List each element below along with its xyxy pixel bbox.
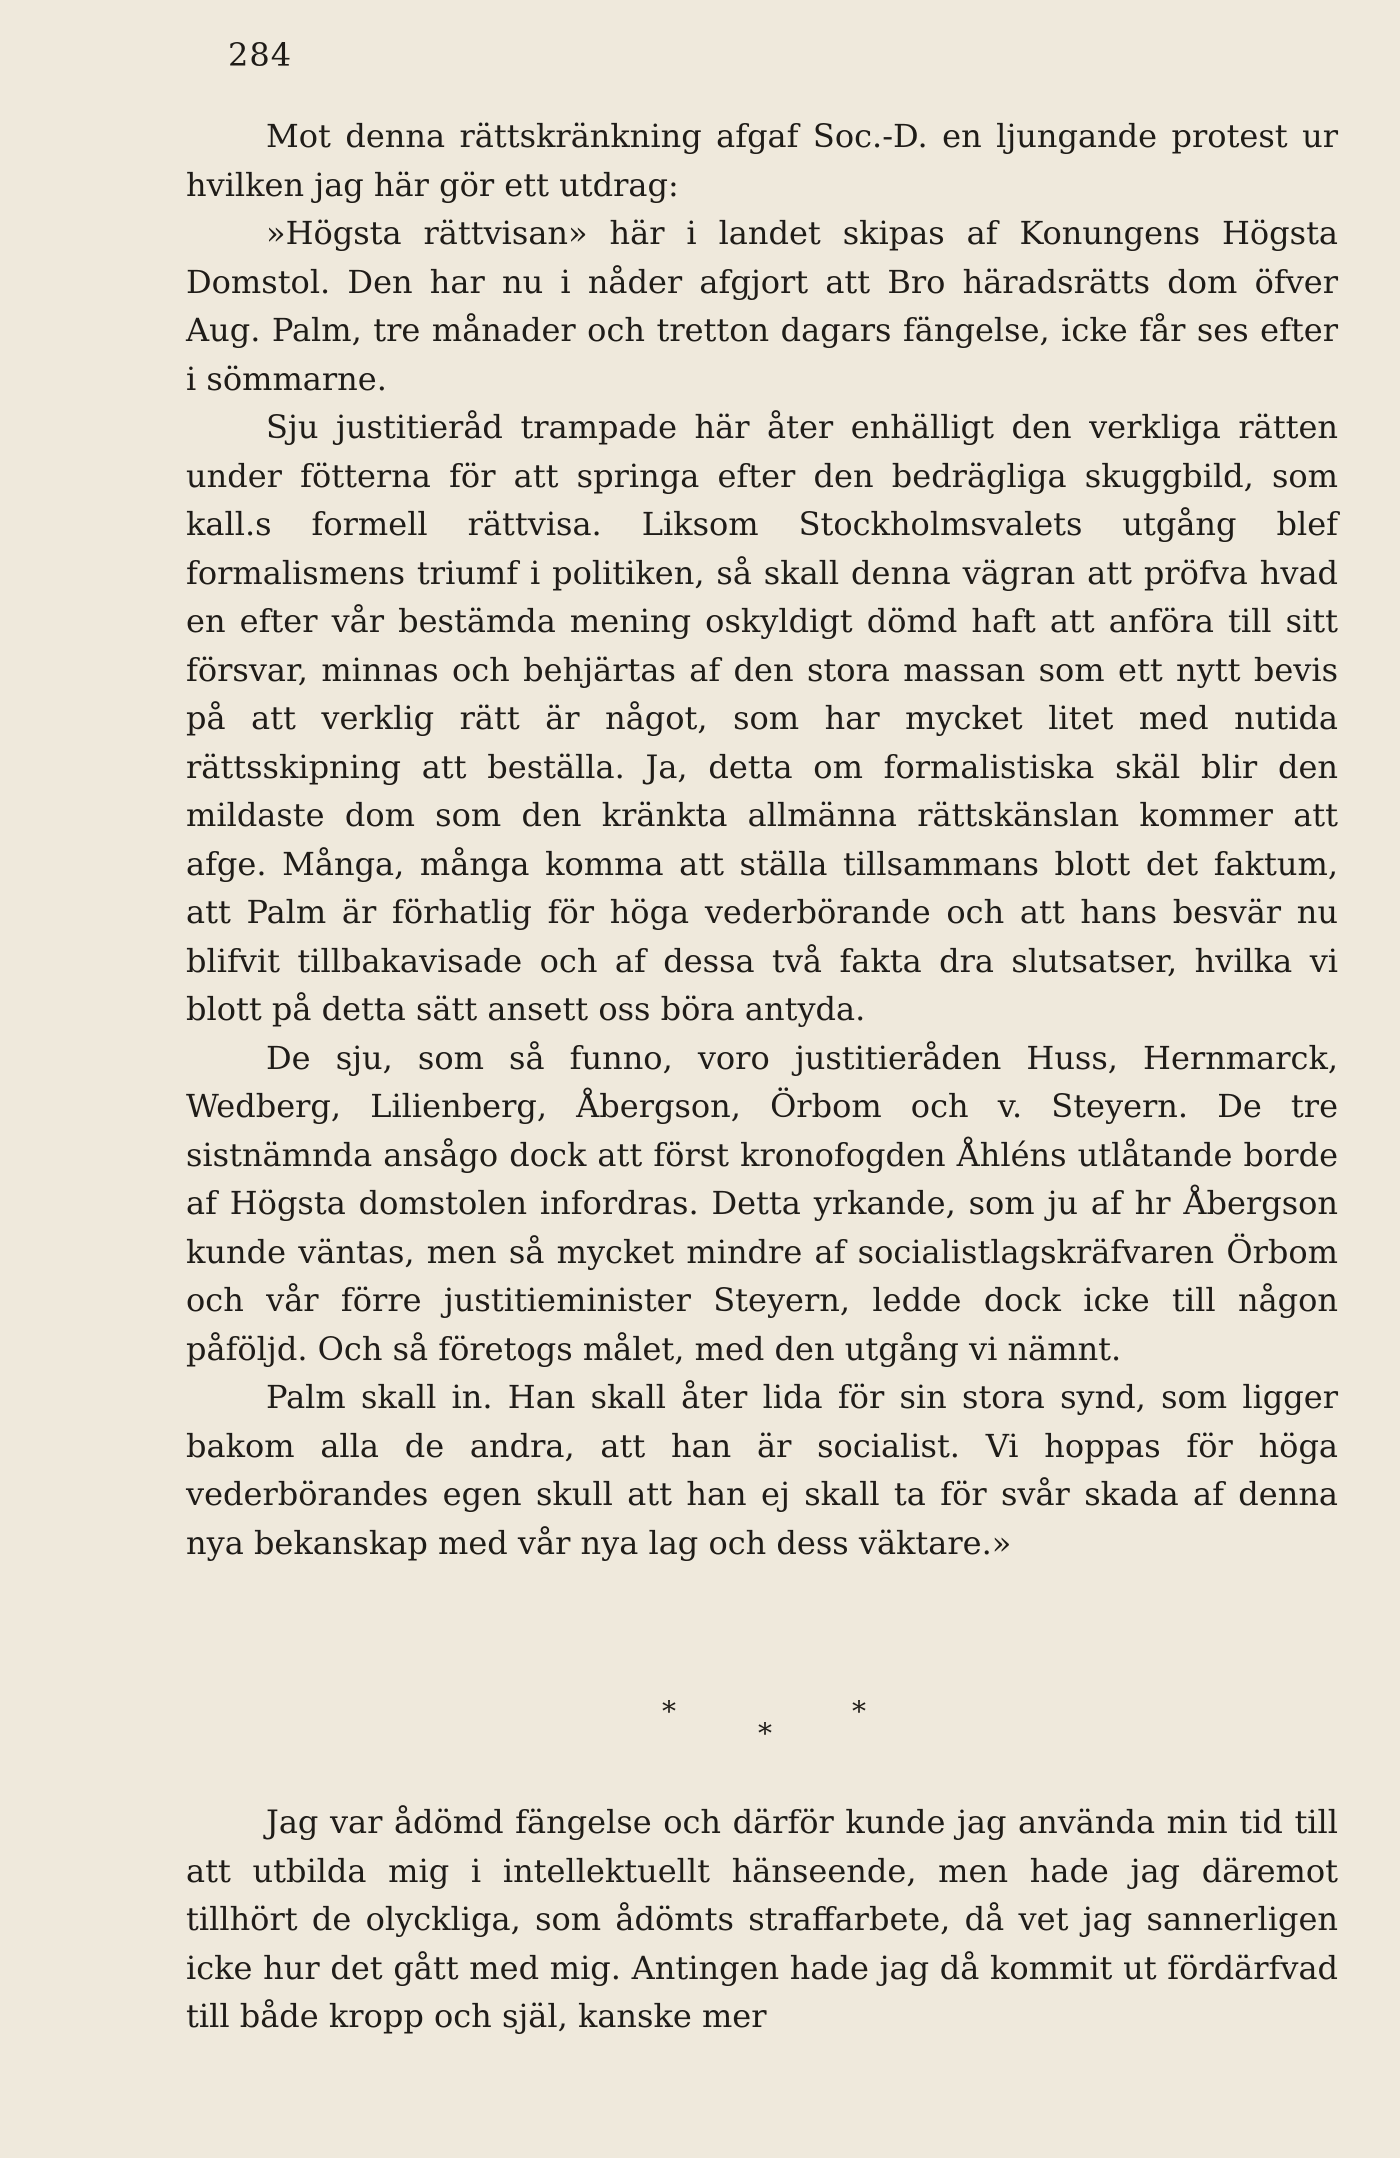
asterisk-center: * bbox=[758, 1717, 772, 1750]
paragraph-1: Mot denna rättskränkning afgaf Soc.-D. en ljungande protest ur hvilken jag här gör ett utdrag: bbox=[186, 117, 1338, 204]
main-text-bottom bbox=[186, 1798, 1338, 2041]
section-separator bbox=[0, 1695, 1400, 1755]
paragraph-2: »Högsta rättvisan» här i landet skipas af Konungens Högsta Domstol. Den har nu i nåder afgjort att Bro häradsrätts dom öfver Aug. Palm, tre månader och tretton dagars fängelse, icke får ses efter i sömmarne. bbox=[186, 214, 1338, 398]
paragraph-4: De sju, som så funno, voro justitieråden Huss, Hernmarck, Wedberg, Lilienberg, Åbergson, Örbom och v. Steyern. De tre sistnämnda ansågo dock att först kronofogden Åhléns utlåtande borde af Högsta domstolen infordras. Detta yrkande, som ju af hr Åbergson kunde väntas, men så mycket mindre af socialistlagskräfvaren Örbom och vår förre justitieminister Steyern, ledde dock icke till någon påföljd. Och så företogs målet, med den utgång vi nämnt. bbox=[186, 1038, 1338, 1368]
main-text-top bbox=[186, 112, 1338, 1567]
page-number: 284 bbox=[228, 36, 293, 74]
asterisk-left: * bbox=[662, 1695, 676, 1728]
paragraph-5: Palm skall in. Han skall åter lida för sin stora synd, som ligger bakom alla de andra, att han är socialist. Vi hoppas för höga vederbörandes egen skull att han ej skall ta för svår skada af denna nya bekanskap med vår nya lag och dess väktare.» bbox=[186, 1378, 1338, 1562]
asterisk-right: * bbox=[852, 1695, 866, 1728]
paragraph-6: Jag var ådömd fängelse och därför kunde jag använda min tid till att utbilda mig i intellektuellt hänseende, men hade jag däremot tillhört de olyckliga, som ådömts straffarbete, då vet jag sannerligen icke hur det gått med mig. Antingen hade jag då kommit ut fördärfvad till både kropp och själ, kanske mer bbox=[186, 1803, 1338, 2035]
paragraph-3: Sju justitieråd trampade här åter enhälligt den verkliga rätten under fötterna för att springa efter den bedrägliga skuggbild, som kall.s formell rättvisa. Liksom Stockholmsvalets utgång blef formalismens triumf i politiken, så skall denna vägran att pröfva hvad en efter vår bestämda mening oskyldigt dömd haft att anföra till sitt försvar, minnas och behjärtas af den stora massan som ett nytt bevis på att verklig rätt är något, som har mycket litet med nutida rättsskipning att beställa. Ja, detta om formalistiska skäl blir den mildaste dom som den kränkta allmänna rättskänslan kommer att afge. Många, många komma att ställa tillsammans blott det faktum, att Palm är förhatlig för höga vederbörande och att hans besvär nu blifvit tillbakavisade och af dessa två fakta dra slutsatser, hvilka vi blott på detta sätt ansett oss böra antyda. bbox=[186, 408, 1338, 1028]
